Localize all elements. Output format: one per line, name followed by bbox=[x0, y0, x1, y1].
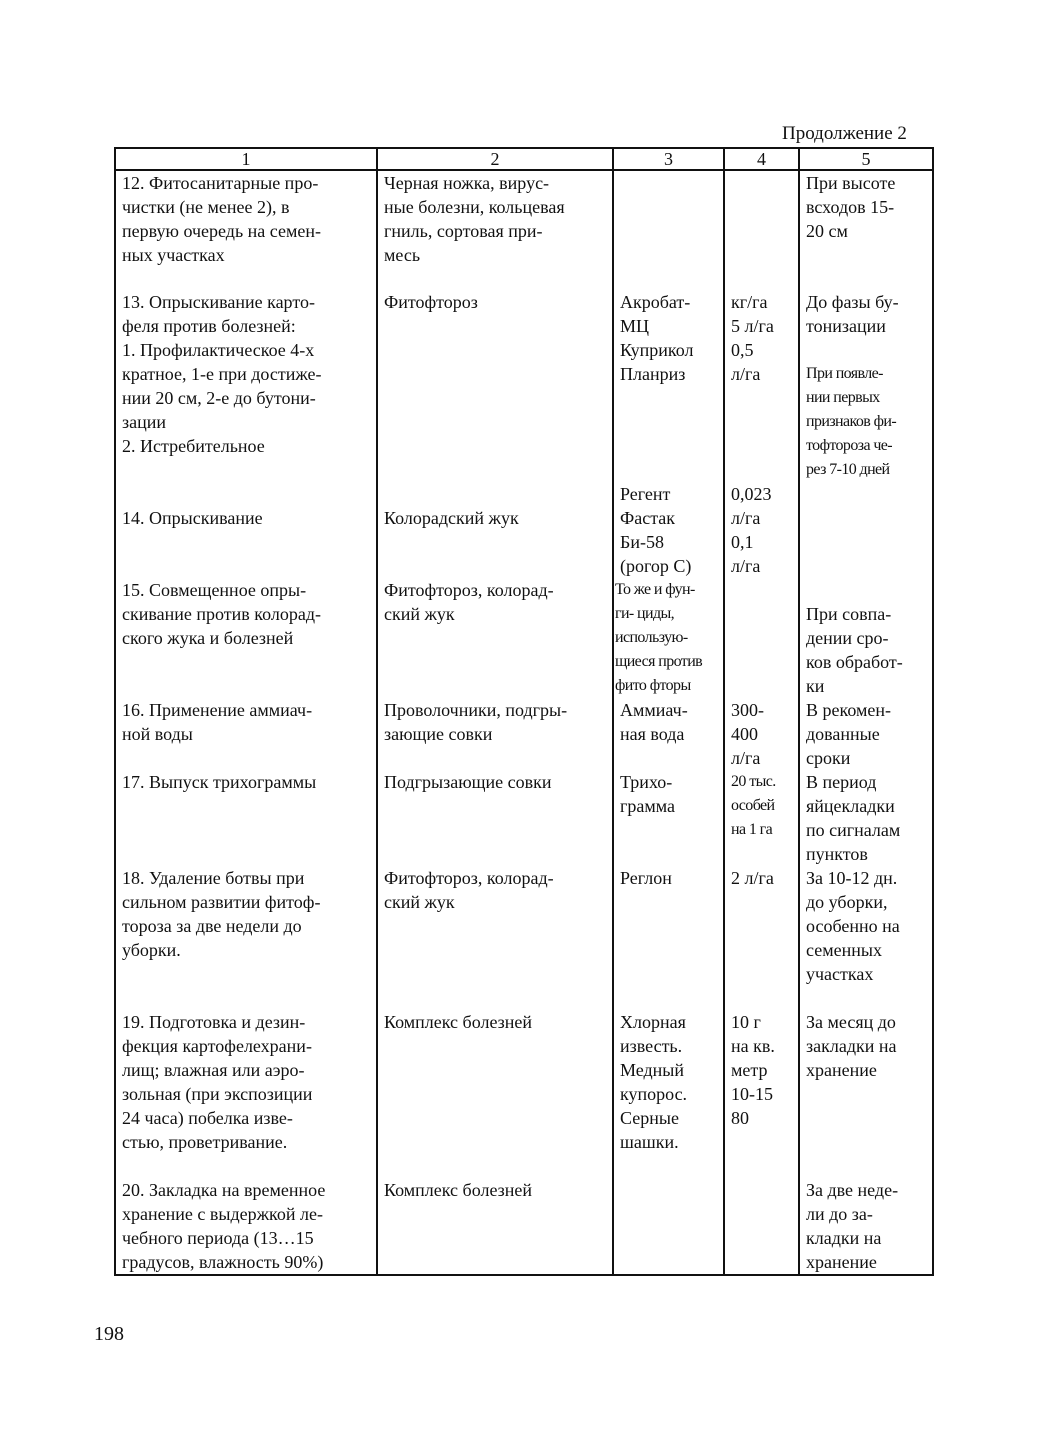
cell-text-line: нии 20 см, 2-е до бутони- bbox=[122, 388, 316, 408]
cell-text-line: Реглон bbox=[620, 868, 672, 888]
cell-text-line: градусов, влажность 90%) bbox=[122, 1252, 324, 1272]
table-row bbox=[115, 290, 933, 578]
cell-text-line: 15. Совмещенное опры- bbox=[122, 580, 307, 600]
cell-text-line bbox=[122, 482, 372, 506]
preparation-cell bbox=[613, 1010, 724, 1178]
cell-text-line: стью, проветривание. bbox=[122, 1132, 288, 1152]
table-row bbox=[115, 1178, 933, 1275]
cell-text-line: ков обработ- bbox=[806, 652, 903, 672]
dose-cell bbox=[724, 170, 799, 290]
cell-text-line: пунктов bbox=[806, 844, 868, 864]
cell-text-line: 20. Закладка на временное bbox=[122, 1180, 326, 1200]
cell-text-line: семенных bbox=[806, 940, 882, 960]
cell-text-line: 19. Подготовка и дезин- bbox=[122, 1012, 306, 1032]
cell-text-line: грамма bbox=[620, 796, 676, 816]
cell-text-line: 16. Применение аммиач- bbox=[122, 700, 313, 720]
table-row bbox=[115, 770, 933, 866]
measure-cell bbox=[115, 698, 377, 770]
cell-text-line: 5 л/га bbox=[731, 316, 774, 336]
cell-text-line: Куприкол bbox=[620, 340, 694, 360]
dose-cell bbox=[724, 698, 799, 770]
cell-text-line: л/га bbox=[731, 748, 761, 768]
measure-cell bbox=[115, 1178, 377, 1275]
cell-text-line: Медный bbox=[620, 1060, 685, 1080]
timing-cell bbox=[799, 770, 933, 866]
cell-text-line: признаков фи- bbox=[806, 413, 897, 430]
cell-text-line: Би-58 bbox=[620, 532, 664, 552]
target-cell bbox=[377, 698, 613, 770]
cell-text-line: чистки (не менее 2), в bbox=[122, 197, 290, 217]
cell-text-line: первую очередь на семен- bbox=[122, 221, 321, 241]
cell-text-line: тонизации bbox=[806, 316, 886, 336]
page-number: 198 bbox=[94, 1323, 124, 1345]
cell-text-line bbox=[620, 410, 719, 434]
cell-text-line: на кв. bbox=[731, 1036, 775, 1056]
cell-text-line: хранение с выдержкой ле- bbox=[122, 1204, 323, 1224]
cell-text-line: Фастак bbox=[620, 508, 676, 528]
cell-text-line: В рекомен- bbox=[806, 700, 891, 720]
cell-text-line: 18. Удаление ботвы при bbox=[122, 868, 305, 888]
dose-cell bbox=[724, 578, 799, 698]
cell-text-line: Серные bbox=[620, 1108, 679, 1128]
cell-text-line: хранение bbox=[806, 1060, 877, 1080]
target-cell bbox=[377, 290, 613, 578]
cell-text-line: закладки на bbox=[806, 1036, 897, 1056]
cell-text-line: МЦ bbox=[620, 316, 650, 336]
preparation-cell bbox=[613, 1178, 724, 1275]
cell-text-line: ский жук bbox=[384, 604, 455, 624]
cell-text-line: ной воды bbox=[122, 724, 193, 744]
timing-cell bbox=[799, 290, 933, 578]
cell-text-line: 10-15 bbox=[731, 1084, 773, 1104]
cell-text-line bbox=[731, 434, 794, 458]
cell-text-line: до уборки, bbox=[806, 892, 888, 912]
cell-text-line: шашки. bbox=[620, 1132, 679, 1152]
dose-cell bbox=[724, 770, 799, 866]
cell-text-line: скивание против колорад- bbox=[122, 604, 321, 624]
cell-text-line: Акробат- bbox=[620, 292, 691, 312]
timing-cell bbox=[799, 866, 933, 1010]
cell-text-line: Подгрызающие совки bbox=[384, 772, 552, 792]
column-number-row bbox=[115, 148, 933, 170]
cell-text-line: Хлорная bbox=[620, 1012, 686, 1032]
cell-text-line bbox=[384, 338, 608, 362]
cell-text-line: За 10-12 дн. bbox=[806, 868, 898, 888]
cell-text-line bbox=[731, 458, 794, 482]
cell-text-line: 0,1 bbox=[731, 532, 754, 552]
cell-text-line: 12. Фитосанитарные про- bbox=[122, 173, 319, 193]
continuation-label: Продолжение 2 bbox=[782, 123, 907, 144]
timing-cell bbox=[799, 170, 933, 290]
cell-text-line: При совпа- bbox=[806, 604, 892, 624]
cell-text-line: 300- bbox=[731, 700, 764, 720]
cell-text-line: ки bbox=[806, 676, 825, 696]
table-row bbox=[115, 578, 933, 698]
cell-text-line: 20 см bbox=[806, 221, 848, 241]
cell-text-line: дованные bbox=[806, 724, 880, 744]
cell-text-line: Планриз bbox=[620, 364, 686, 384]
cell-text-line: ные болезни, кольцевая bbox=[384, 197, 565, 217]
target-cell bbox=[377, 866, 613, 1010]
cell-text-line: уборки. bbox=[122, 940, 181, 960]
column-header: 4 bbox=[724, 148, 799, 170]
cell-text-line: гниль, сортовая при- bbox=[384, 221, 543, 241]
cell-text-line: по сигналам bbox=[806, 820, 901, 840]
cell-text-line: 2 л/га bbox=[731, 868, 774, 888]
cell-text-line: нии первых bbox=[806, 389, 880, 406]
measure-cell bbox=[115, 770, 377, 866]
cell-text-line bbox=[620, 434, 719, 458]
measure-cell bbox=[115, 866, 377, 1010]
column-header: 5 bbox=[799, 148, 933, 170]
cell-text-line: рез 7-10 дней bbox=[806, 461, 890, 478]
cell-text-line: феля против болезней: bbox=[122, 316, 296, 336]
preparation-cell bbox=[613, 290, 724, 578]
cell-text-line: 14. Опрыскивание bbox=[122, 508, 263, 528]
cell-text-line: Аммиач- bbox=[620, 700, 688, 720]
preparation-cell bbox=[613, 770, 724, 866]
cell-text-line: л/га bbox=[731, 556, 761, 576]
cell-text-line: дении сро- bbox=[806, 628, 889, 648]
dose-cell bbox=[724, 866, 799, 1010]
cell-text-line: тофтороза че- bbox=[806, 437, 893, 454]
cell-text-line: на 1 га bbox=[731, 821, 773, 838]
cell-text-line: Проволочники, подгры- bbox=[384, 700, 568, 720]
cell-text-line bbox=[384, 362, 608, 386]
cell-text-line: Регент bbox=[620, 484, 671, 504]
preparation-cell bbox=[613, 578, 724, 698]
cell-text-line: 17. Выпуск трихограммы bbox=[122, 772, 317, 792]
cell-text-line: использую- bbox=[615, 629, 688, 646]
measure-cell bbox=[115, 1010, 377, 1178]
cell-text-line: 2. Истребительное bbox=[122, 436, 265, 456]
cell-text-line: яйцекладки bbox=[806, 796, 895, 816]
timing-cell bbox=[799, 578, 933, 698]
cell-text-line bbox=[384, 482, 608, 506]
preparation-cell bbox=[613, 866, 724, 1010]
target-cell bbox=[377, 1178, 613, 1275]
cell-text-line: 13. Опрыскивание карто- bbox=[122, 292, 315, 312]
column-header: 3 bbox=[613, 148, 724, 170]
cell-text-line: 10 г bbox=[731, 1012, 761, 1032]
cell-text-line bbox=[384, 314, 608, 338]
target-cell bbox=[377, 170, 613, 290]
cell-text-line: При появле- bbox=[806, 365, 883, 382]
cell-text-line: месь bbox=[384, 245, 421, 265]
cell-text-line: кратное, 1-е при достиже- bbox=[122, 364, 322, 384]
cell-text-line: 80 bbox=[731, 1108, 749, 1128]
timing-cell bbox=[799, 1178, 933, 1275]
cell-text-line: 1. Профилактическое 4-х bbox=[122, 340, 315, 360]
column-header: 1 bbox=[115, 148, 377, 170]
cell-text-line: зающие совки bbox=[384, 724, 493, 744]
cell-text-line: 0,023 bbox=[731, 484, 772, 504]
cell-text-line: Фитофтороз bbox=[384, 292, 478, 312]
cell-text-line: При высоте bbox=[806, 173, 896, 193]
table-row bbox=[115, 170, 933, 290]
preparation-cell bbox=[613, 698, 724, 770]
cell-text-line: участках bbox=[806, 964, 874, 984]
table-row bbox=[115, 698, 933, 770]
cell-text-line bbox=[806, 338, 928, 362]
preparation-cell bbox=[613, 170, 724, 290]
measure-cell bbox=[115, 290, 377, 578]
cell-text-line: Колорадский жук bbox=[384, 508, 519, 528]
cell-text-line: Фитофтороз, колорад- bbox=[384, 868, 554, 888]
cell-text-line: сильном развитии фитоф- bbox=[122, 892, 321, 912]
table-row bbox=[115, 1010, 933, 1178]
cell-text-line: (рогор С) bbox=[620, 556, 692, 576]
cell-text-line: щиеся против bbox=[615, 653, 703, 670]
cell-text-line: кг/га bbox=[731, 292, 768, 312]
cell-text-line: Черная ножка, вирус- bbox=[384, 173, 550, 193]
cell-text-line: зольная (при экспозиции bbox=[122, 1084, 313, 1104]
cell-text-line: купорос. bbox=[620, 1084, 688, 1104]
cell-text-line: Комплекс болезней bbox=[384, 1180, 533, 1200]
cell-text-line: особей bbox=[731, 797, 775, 814]
cell-text-line: ги- циды, bbox=[615, 605, 675, 622]
cell-text-line: лищ; влажная или аэро- bbox=[122, 1060, 305, 1080]
dose-cell bbox=[724, 1010, 799, 1178]
cell-text-line: сроки bbox=[806, 748, 851, 768]
cell-text-line: Фитофтороз, колорад- bbox=[384, 580, 554, 600]
cell-text-line: ского жука и болезней bbox=[122, 628, 294, 648]
column-header: 2 bbox=[377, 148, 613, 170]
target-cell bbox=[377, 1010, 613, 1178]
cell-text-line bbox=[806, 578, 928, 602]
cell-text-line: чебного периода (13…15 bbox=[122, 1228, 314, 1248]
cell-text-line: известь. bbox=[620, 1036, 683, 1056]
cell-text-line: ная вода bbox=[620, 724, 685, 744]
cell-text-line: фекция картофелехрани- bbox=[122, 1036, 312, 1056]
cell-text-line: 24 часа) побелка изве- bbox=[122, 1108, 293, 1128]
cell-text-line: ли до за- bbox=[806, 1204, 873, 1224]
timing-cell bbox=[799, 1010, 933, 1178]
cell-text-line: хранение bbox=[806, 1252, 877, 1272]
cell-text-line bbox=[384, 410, 608, 434]
measure-cell bbox=[115, 578, 377, 698]
cell-text-line: всходов 15- bbox=[806, 197, 895, 217]
cell-text-line: л/га bbox=[731, 508, 761, 528]
cell-text-line: метр bbox=[731, 1060, 768, 1080]
cell-text-line bbox=[620, 458, 719, 482]
target-cell bbox=[377, 578, 613, 698]
cell-text-line: кладки на bbox=[806, 1228, 882, 1248]
target-cell bbox=[377, 770, 613, 866]
cell-text-line: л/га bbox=[731, 364, 761, 384]
cell-text-line bbox=[384, 458, 608, 482]
measure-cell bbox=[115, 170, 377, 290]
cell-text-line: 400 bbox=[731, 724, 758, 744]
cell-text-line: 0,5 bbox=[731, 340, 754, 360]
cell-text-line: Трихо- bbox=[620, 772, 673, 792]
cell-text-line bbox=[384, 434, 608, 458]
cell-text-line: тороза за две недели до bbox=[122, 916, 302, 936]
cell-text-line bbox=[122, 458, 372, 482]
pest-control-table bbox=[114, 147, 934, 1276]
timing-cell bbox=[799, 698, 933, 770]
dose-cell bbox=[724, 1178, 799, 1275]
cell-text-line: До фазы бу- bbox=[806, 292, 899, 312]
cell-text-line: То же и фун- bbox=[615, 581, 695, 598]
cell-text-line: зации bbox=[122, 412, 166, 432]
cell-text-line bbox=[731, 410, 794, 434]
dose-cell bbox=[724, 290, 799, 578]
cell-text-line: В период bbox=[806, 772, 877, 792]
cell-text-line: ных участках bbox=[122, 245, 225, 265]
cell-text-line: За две неде- bbox=[806, 1180, 899, 1200]
cell-text-line: особенно на bbox=[806, 916, 900, 936]
table-row bbox=[115, 866, 933, 1010]
cell-text-line bbox=[731, 386, 794, 410]
cell-text-line: фито фторы bbox=[615, 677, 691, 694]
cell-text-line bbox=[620, 386, 719, 410]
cell-text-line bbox=[384, 386, 608, 410]
cell-text-line: ский жук bbox=[384, 892, 455, 912]
cell-text-line: Комплекс болезней bbox=[384, 1012, 533, 1032]
cell-text-line: За месяц до bbox=[806, 1012, 896, 1032]
cell-text-line: 20 тыс. bbox=[731, 773, 776, 790]
